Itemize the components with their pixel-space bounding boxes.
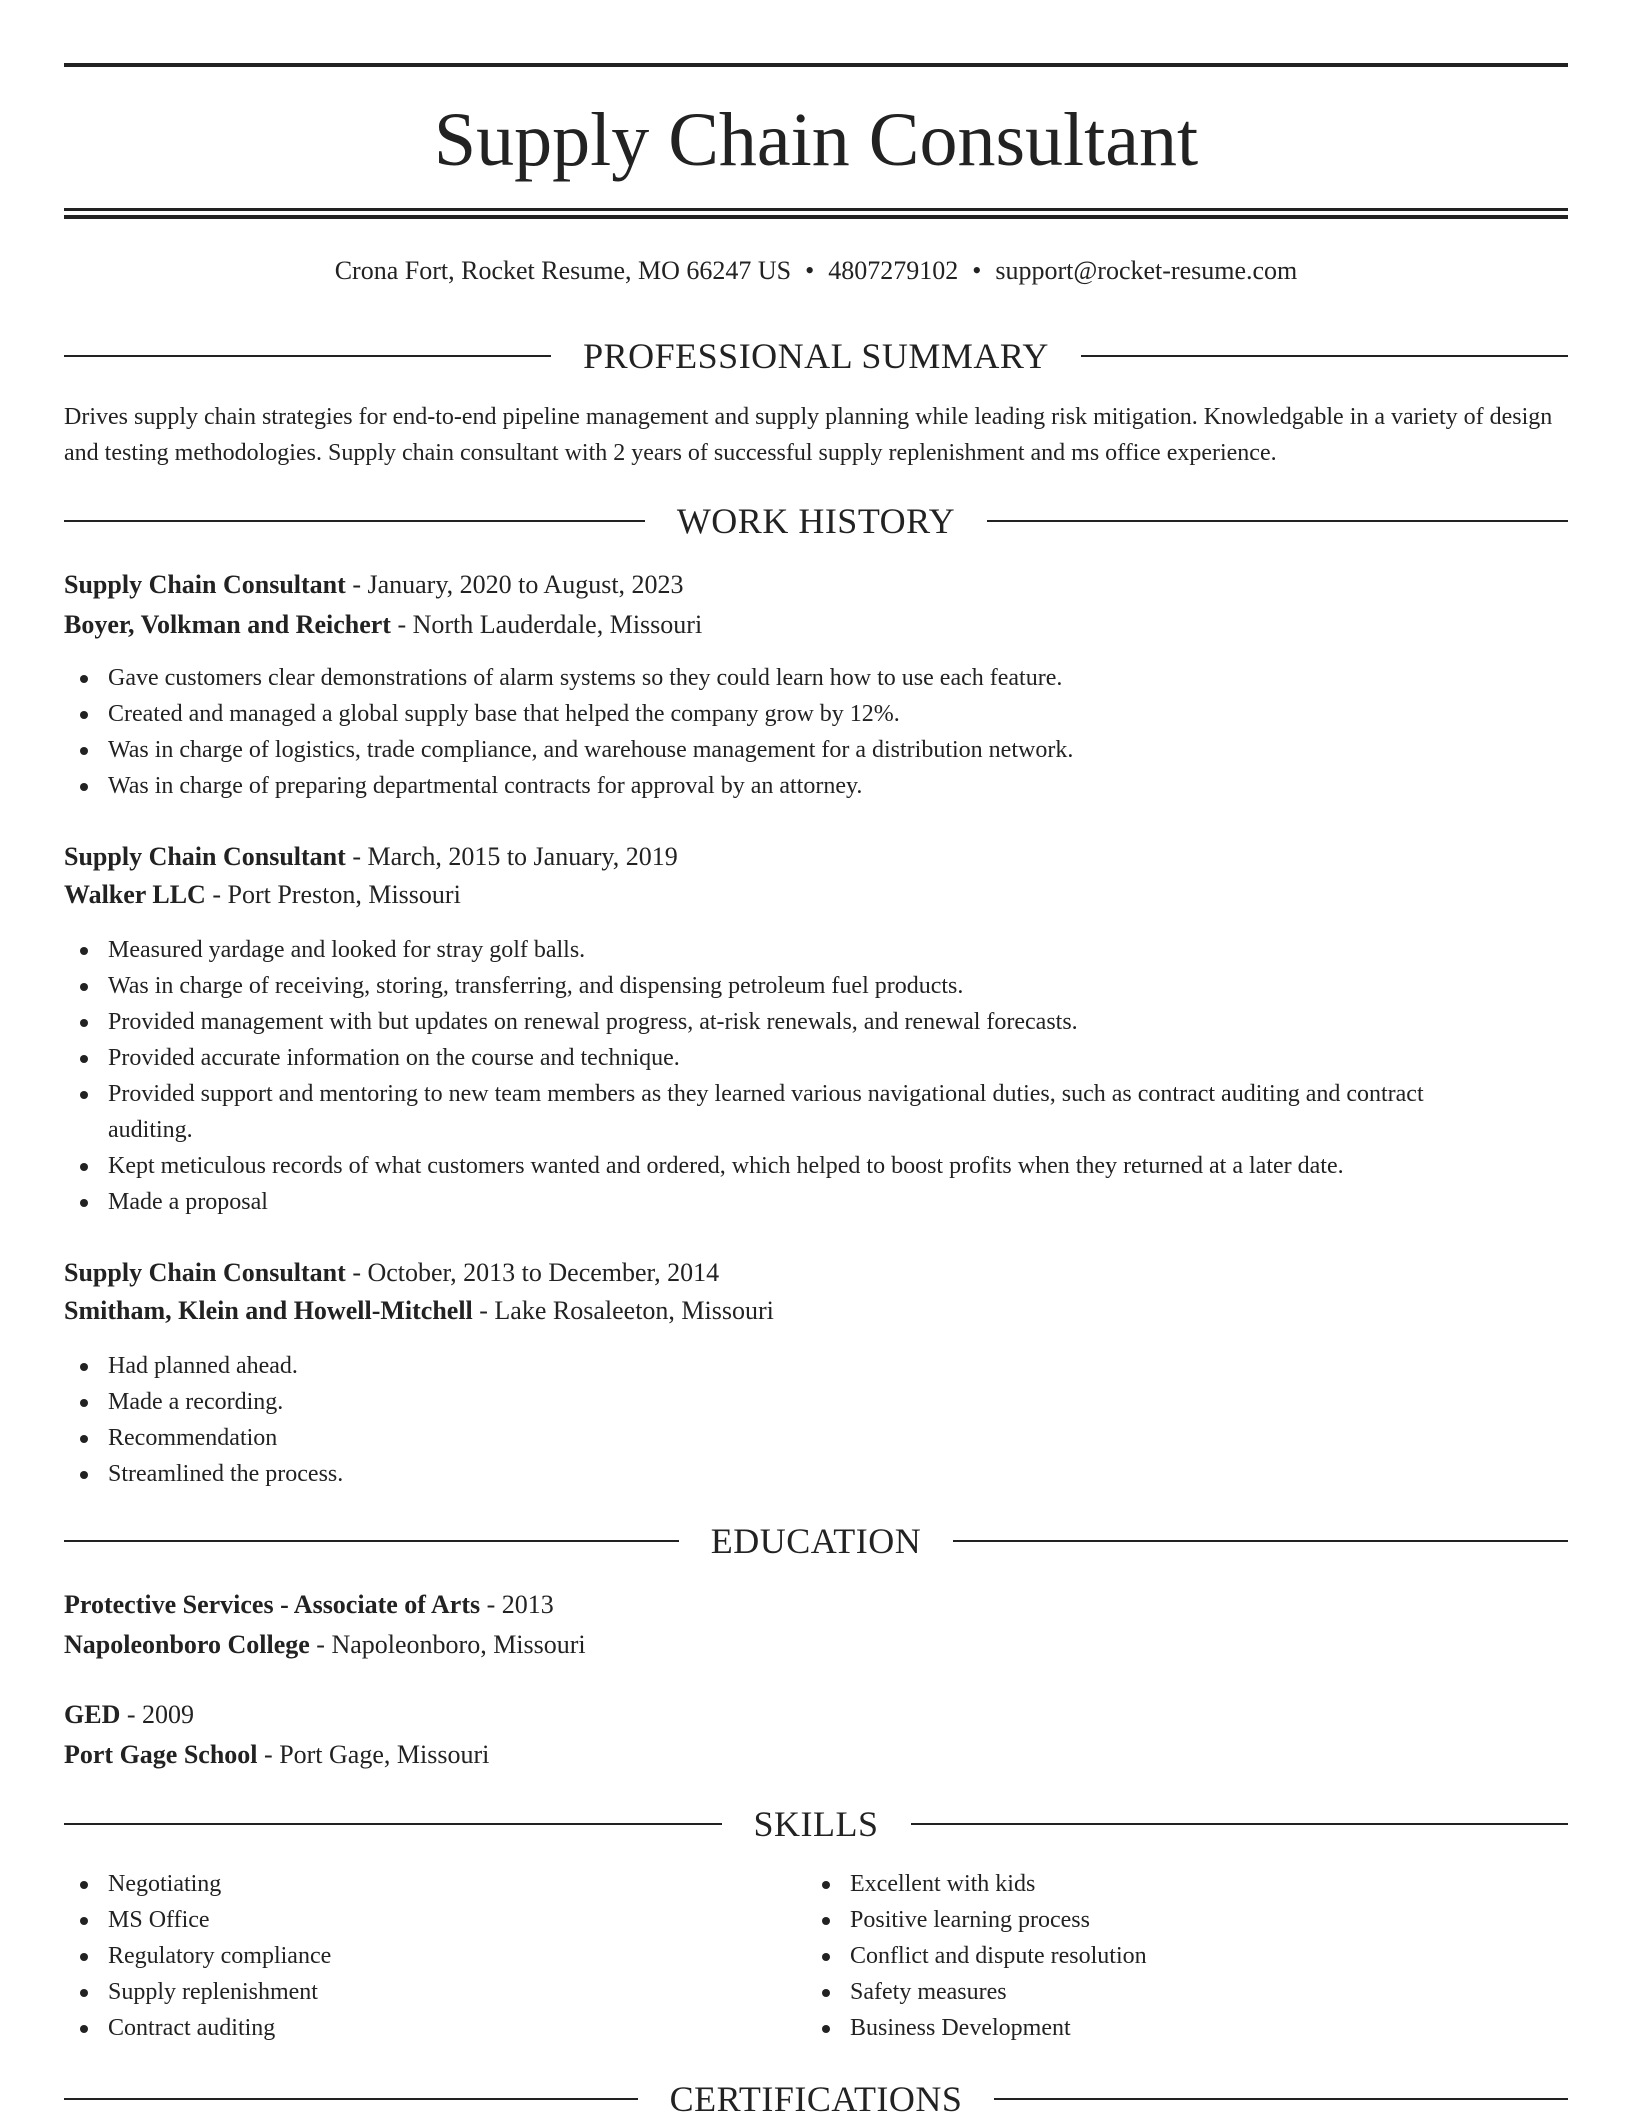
job-dates: - October, 2013 to December, 2014 [345,1258,720,1287]
education-location: - Napoleonboro, Missouri [309,1630,586,1659]
skill-item: Negotiating [64,1866,1568,1902]
contact-separator: • [972,256,982,285]
job-company-line [64,1292,1568,1330]
heading-rule [64,355,551,357]
education-year: - 2013 [480,1590,554,1619]
section-title: SKILLS [753,1804,879,1844]
heading-rule [64,1823,722,1825]
list-item: Had planned ahead. [64,1348,1568,1384]
resume-title: Supply Chain Consultant [433,98,1199,182]
title-rule-upper [64,208,1568,211]
list-item: Was in charge of logistics, trade compliance, and warehouse management for a distribution network. [64,732,1568,768]
list-item: Kept meticulous records of what customers wanted and ordered, which helped to boost profits when they returned at a later date. [64,1148,1568,1184]
education-school-line [64,1626,1568,1664]
summary-text: Drives supply chain strategies for end-to-end pipeline management and supply planning while leading risk mitigation. Knowledgable in a variety of design and testing methodologies. Supply chain consultant with 2 years of successful supply replenishment and ms office experience. [64,404,1553,466]
heading-rule [987,520,1568,522]
skill-item: Regulatory compliance [64,1938,1568,1974]
section-title: EDUCATION [710,1521,922,1561]
list-item: Gave customers clear demonstrations of alarm systems so they could learn how to use each feature. [64,660,1568,696]
skill-item: MS Office [64,1902,1568,1938]
job-company-line [64,876,1568,914]
job-title: Supply Chain Consultant [64,1258,346,1287]
skill-item: Positive learning process [806,1902,1632,1938]
job-location: - North Lauderdale, Missouri [390,610,703,639]
list-item: Provided support and mentoring to new team members as they learned various navigational duties, such as contract auditing and contract auditing. [64,1076,1568,1148]
contact-separator: • [805,256,815,285]
contact-phone: 4807279102 [828,256,959,285]
skill-item: Conflict and dispute resolution [806,1938,1632,1974]
job-bullets [64,932,1568,1220]
job-dates: - March, 2015 to January, 2019 [345,842,678,871]
job-location: - Lake Rosaleeton, Missouri [472,1296,774,1325]
job-bullets [64,660,1568,804]
education-location: - Port Gage, Missouri [257,1740,490,1769]
heading-rule [911,1823,1569,1825]
section-heading-work [64,499,1568,543]
section-title: CERTIFICATIONS [669,2079,963,2119]
list-item: Made a recording. [64,1384,1568,1420]
list-item: Measured yardage and looked for stray golf balls. [64,932,1568,968]
section-title: WORK HISTORY [676,501,956,541]
heading-rule [64,2098,638,2100]
job-title-line [64,838,1568,876]
contact-email[interactable]: support@rocket-resume.com [995,256,1298,285]
list-item: Made a proposal [64,1184,1568,1220]
job-location: - Port Preston, Missouri [205,880,461,909]
section-heading-education [64,1519,1568,1563]
education-degree: Protective Services - Associate of Arts [64,1590,481,1619]
job-title: Supply Chain Consultant [64,570,346,599]
list-item: Was in charge of preparing departmental contracts for approval by an attorney. [64,768,1568,804]
contact-line [64,254,1568,288]
list-item: Streamlined the process. [64,1456,1568,1492]
section-heading-certifications [64,2077,1568,2121]
list-item: Created and managed a global supply base that helped the company grow by 12%. [64,696,1568,732]
education-degree-line [64,1696,1568,1734]
list-item: Recommendation [64,1420,1568,1456]
skill-item: Business Development [806,2010,1632,2046]
education-degree: GED [64,1700,121,1729]
job-company: Boyer, Volkman and Reichert [64,610,391,639]
top-rule [64,63,1568,67]
job-title: Supply Chain Consultant [64,842,346,871]
job-company-line [64,606,1568,644]
heading-rule [953,1540,1568,1542]
education-school-line [64,1736,1568,1774]
education-degree-line [64,1586,1568,1624]
skill-item: Excellent with kids [806,1866,1632,1902]
job-dates: - January, 2020 to August, 2023 [345,570,684,599]
heading-rule [1081,355,1568,357]
heading-rule [994,2098,1568,2100]
list-item: Provided accurate information on the course and technique. [64,1040,1568,1076]
list-item: Was in charge of receiving, storing, transferring, and dispensing petroleum fuel products. [64,968,1568,1004]
job-bullets [64,1348,1568,1492]
heading-rule [64,1540,679,1542]
section-heading-summary [64,334,1568,378]
title-rule-lower [64,215,1568,219]
education-year: - 2009 [120,1700,195,1729]
job-company: Walker LLC [64,880,206,909]
job-company: Smitham, Klein and Howell-Mitchell [64,1296,473,1325]
job-title-line [64,566,1568,604]
skill-item: Contract auditing [64,2010,1568,2046]
contact-address: Crona Fort, Rocket Resume, MO 66247 US [334,256,792,285]
heading-rule [64,520,645,522]
job-title-line [64,1254,1568,1292]
section-heading-skills [64,1802,1568,1846]
section-title: PROFESSIONAL SUMMARY [583,336,1049,376]
education-school: Port Gage School [64,1740,258,1769]
education-school: Napoleonboro College [64,1630,310,1659]
skills-list-right [806,1866,1632,2046]
list-item: Provided management with but updates on renewal progress, at-risk renewals, and renewal forecasts. [64,1004,1568,1040]
skill-item: Supply replenishment [64,1974,1568,2010]
skill-item: Safety measures [806,1974,1632,2010]
